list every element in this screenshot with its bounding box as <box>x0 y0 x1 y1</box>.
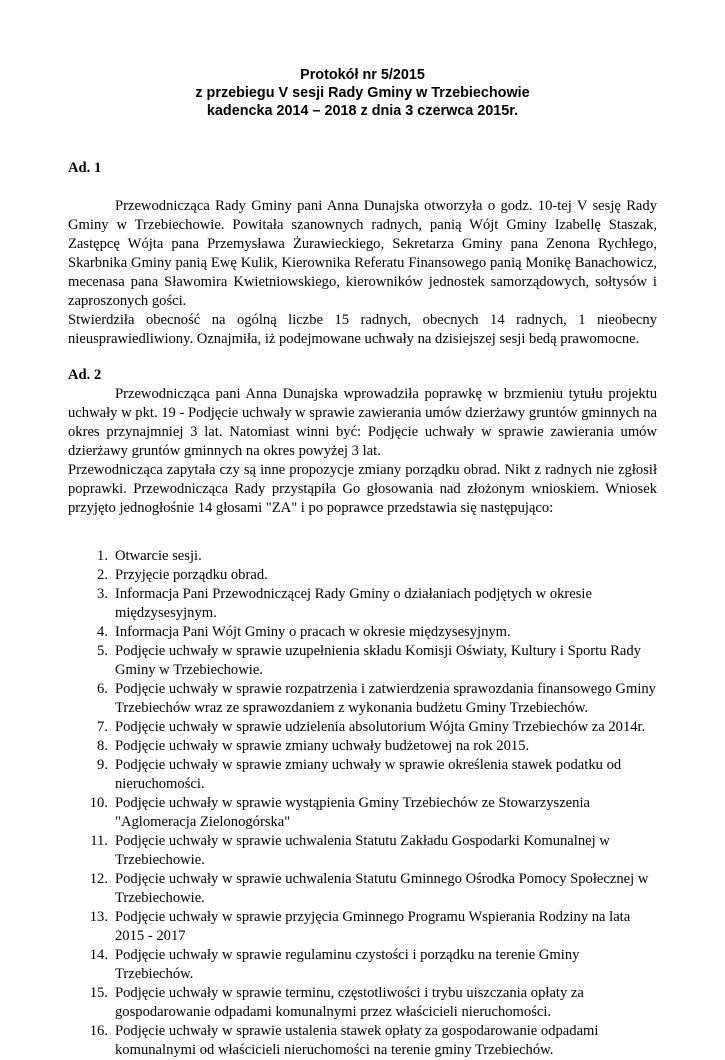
list-item: 3. Informacja Pani Przewodniczącej Rady Gminy o działaniach podjętych w okresie międzysesyjnym. <box>97 586 592 621</box>
ad2-heading: Ad. 2 <box>68 367 102 383</box>
list-item: 10. Podjęcie uchwały w sprawie wystąpienia Gminy Trzebiechów ze Stowarzyszenia "Aglomeracja Zielonogórska" <box>89 795 590 830</box>
ad1-heading: Ad. 1 <box>68 160 102 176</box>
document-page <box>68 66 657 1060</box>
document-title <box>68 66 657 120</box>
agenda-list <box>68 547 657 1060</box>
list-item: 7. Podjęcie uchwały w sprawie udzielenia absolutorium Wójta Gminy Trzebiechów za 2014r. <box>97 719 646 735</box>
list-item: 6. Podjęcie uchwały w sprawie rozpatrzenia i zatwierdzenia sprawozdania finansowego Gminy Trzebiechów wraz ze sprawozdaniem z wykonania budżetu Gminy Trzebiechów. <box>97 681 656 716</box>
list-item: 9. Podjęcie uchwały w sprawie zmiany uchwały w sprawie określenia stawek podatku od nieruchomości. <box>97 757 622 792</box>
list-item: 15. Podjęcie uchwały w sprawie terminu, częstotliwości i trybu uiszczania opłaty za gospodarowanie odpadami komunalnymi przez właścicieli nieruchomości. <box>89 985 584 1020</box>
ad1-paragraph-1: Przewodnicząca Rady Gminy pani Anna Dunajska otworzyła o godz. 10-tej V sesję Rady Gminy w Trzebiechowie. Powitała szanownych radnych, panią Wójt Gminy Izabellę Staszak, Zastępcę Wójta pana Przemysława Żurawieckiego, Sekretarza Gminy pana Zenona Rychłego, Skarbnika Gminy panią Ewę Kulik, Kierownika Referatu Finansowego panią Monikę Banachowicz, mecenasa pana Sławomira Kwietniowskiego, kierowników jednostek samorządowych, sołtysów i zaproszonych gości. <box>68 198 657 309</box>
list-item: 1. Otwarcie sesji. <box>97 548 202 564</box>
list-item: 4. Informacja Pani Wójt Gminy o pracach w okresie międzysesyjnym. <box>97 624 511 640</box>
title-line-2: z przebiegu V sesji Rady Gminy w Trzebiechowie <box>195 85 530 101</box>
list-item: 11. Podjęcie uchwały w sprawie uchwalenia Statutu Zakładu Gospodarki Komunalnej w Trzebiechowie. <box>90 833 610 868</box>
list-item: 14. Podjęcie uchwały w sprawie regulaminu czystości i porządku na terenie Gminy Trzebiechów. <box>89 947 580 982</box>
list-item: 16. Podjęcie uchwały w sprawie ustalenia stawek opłaty za gospodarowanie odpadami komunalnymi od właścicieli nieruchomości na terenie gminy Trzebiechów. <box>89 1023 599 1058</box>
list-item: 5. Podjęcie uchwały w sprawie uzupełnienia składu Komisji Oświaty, Kultury i Sportu Rady Gminy w Trzebiechowie. <box>97 643 641 678</box>
list-item: 8. Podjęcie uchwały w sprawie zmiany uchwały budżetowej na rok 2015. <box>97 738 530 754</box>
list-item: 12. Podjęcie uchwały w sprawie uchwalenia Statutu Gminnego Ośrodka Pomocy Społecznej w Trzebiechowie. <box>89 871 649 906</box>
ad1-paragraph-2: Stwierdziła obecność na ogólną liczbe 15 radnych, obecnych 14 radnych, 1 nieobecny nieusprawiedliwiony. Oznajmiła, iż podejmowane uchwały na dzisiejszej sesji bedą prawomocne. <box>68 312 657 347</box>
title-line-3: kadencka 2014 – 2018 z dnia 3 czerwca 2015r. <box>206 103 519 119</box>
ad2-paragraph-2: Przewodnicząca zapytała czy są inne propozycje zmiany porządku obrad. Nikt z radnych nie zgłosił poprawki. Przewodnicząca Rady przystąpiła Go głosowania nad złożonym wnioskiem. Wniosek przyjęto jednogłośnie 14 głosami "ZA" i po poprawce przedstawia się następująco: <box>68 462 657 516</box>
list-item: 13. Podjęcie uchwały w sprawie przyjęcia Gminnego Programu Wspierania Rodziny na lata 2015 - 2017 <box>89 909 631 944</box>
ad2-paragraph-1: Przewodnicząca pani Anna Dunajska wprowadziła poprawkę w brzmieniu tytułu projektu uchwały w pkt. 19 - Podjęcie uchwały w sprawie zawierania umów dzierżawy gruntów gminnych na okres przynajmniej 3 lat. Natomiast winni być: Podjęcie uchwały w sprawie zawierania umów dzierżawy gruntów gminnych na okres powyżej 3 lat. <box>68 386 657 459</box>
title-line-1: Protokół nr 5/2015 <box>300 67 425 83</box>
list-item: 2. Przyjęcie porządku obrad. <box>97 567 268 583</box>
